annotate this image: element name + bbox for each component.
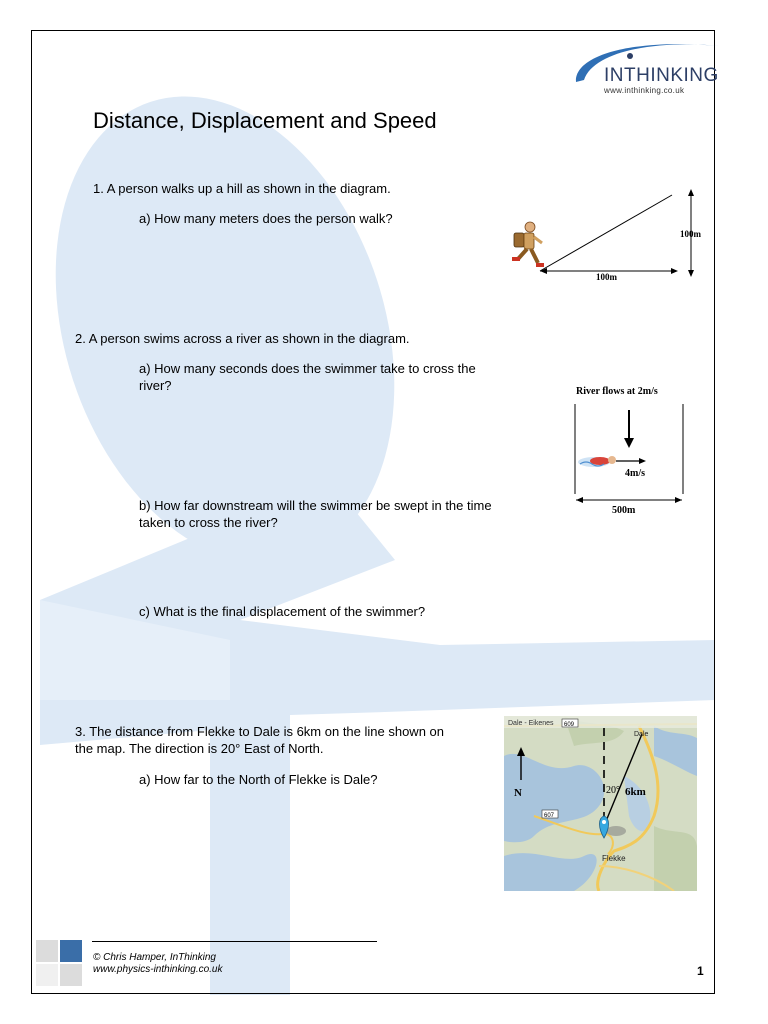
footer-copyright: © Chris Hamper, InThinking <box>93 952 216 963</box>
horizontal-distance-label: 100m <box>596 272 617 282</box>
question-3-line1: 3. The distance from Flekke to Dale is 6km on the line shown on <box>75 724 445 739</box>
footer-squares <box>36 940 86 988</box>
map-distance-label: 6km <box>625 786 646 798</box>
question-3a-text: a) How far to the North of Flekke is Dale? <box>139 772 378 787</box>
river-flow-label: River flows at 2m/s <box>576 386 658 397</box>
walker-icon <box>512 222 544 267</box>
angle-label: 20° <box>606 785 620 796</box>
river-diagram <box>566 380 696 520</box>
question-1a-text: a) How many meters does the person walk? <box>139 211 393 226</box>
question-2b-line2: taken to cross the river? <box>139 515 278 530</box>
road-badge-607: 607 <box>544 813 555 819</box>
swimmer-icon <box>578 456 616 467</box>
swimmer-speed-label: 4m/s <box>625 468 645 479</box>
question-2a-line1: a) How many seconds does the swimmer take to cross the <box>139 361 476 376</box>
question-2-text: 2. A person swims across a river as shown in the diagram. <box>75 331 410 346</box>
question-3-line2: the map. The direction is 20° East of North. <box>75 741 324 756</box>
footer-text <box>93 952 223 976</box>
footer-url: www.physics-inthinking.co.uk <box>93 964 223 975</box>
hill-diagram <box>500 185 720 285</box>
question-2a-line2: river? <box>139 378 172 393</box>
town-flekke-label: Flekke <box>602 854 626 863</box>
map-image <box>504 716 697 891</box>
map-top-label: Dale - Eikenes <box>508 720 554 727</box>
road-badge-609: 609 <box>564 722 575 728</box>
page-title: Distance, Displacement and Speed <box>93 108 437 133</box>
logo-text: INTHINKING <box>604 65 719 86</box>
page-number: 1 <box>697 964 704 978</box>
question-2c-text: c) What is the final displacement of the swimmer? <box>139 604 426 619</box>
town-dale-label: Dale <box>634 731 649 738</box>
question-1-text: 1. A person walks up a hill as shown in the diagram. <box>93 181 391 196</box>
footer-divider <box>92 941 377 942</box>
river-width-label: 500m <box>612 505 636 516</box>
question-2b-line1: b) How far downstream will the swimmer be swept in the time <box>139 498 492 513</box>
north-label: N <box>514 787 522 799</box>
vertical-distance-label: 100m <box>680 229 701 239</box>
logo-url: www.inthinking.co.uk <box>604 86 685 95</box>
